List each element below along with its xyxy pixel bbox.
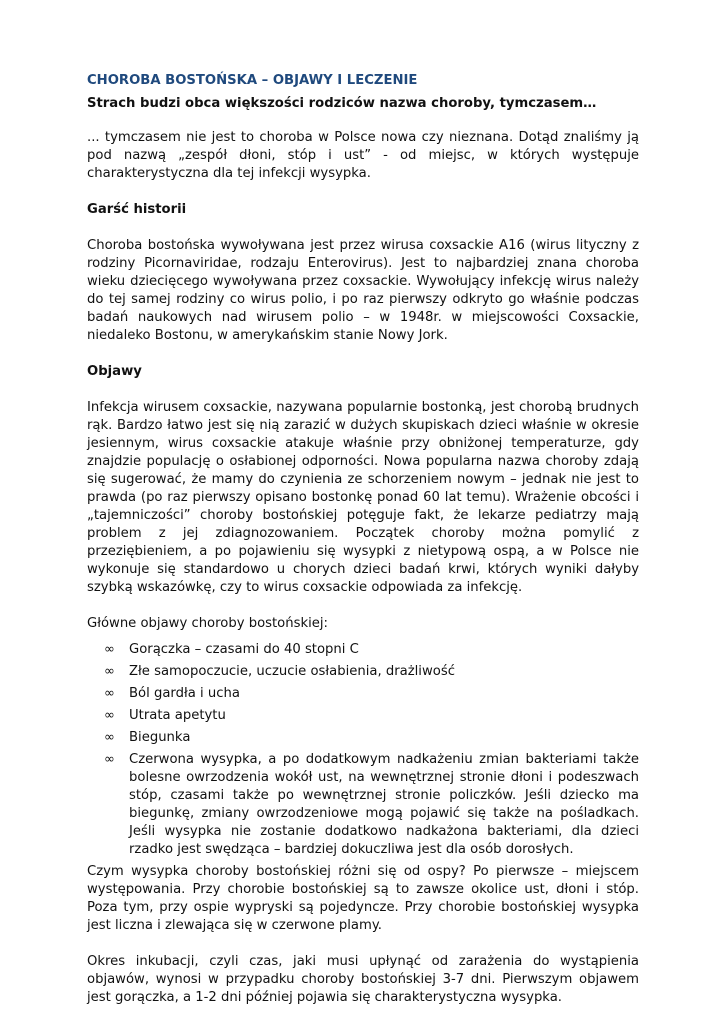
list-item — [87, 685, 639, 703]
list-item — [87, 751, 639, 859]
history-paragraph: Choroba bostońska wywoływana jest przez wirusa coxsackie A16 (wirus lityczny z rodziny Picornaviridae, rodzaju Enterovirus). Jest to najbardziej znana choroba wieku dziecięcego wywoływana przez coxsackie. Wywołujący infekcję wirus należy do tej samej rodziny co wirus polio, i po raz pierwszy odkryto go właśnie podczas badań naukowych nad wirusem polio – w 1948r. w miejscowości Coxsackie, niedaleko Bostonu, w amerykańskim stanie Nowy Jork. — [87, 238, 639, 343]
list-item-text: Biegunka — [129, 730, 191, 745]
infinity-bullet-icon: ∞ — [104, 664, 115, 679]
infinity-bullet-icon: ∞ — [104, 730, 115, 745]
list-item — [87, 663, 639, 681]
symptoms-list — [87, 641, 639, 859]
list-item-text: Złe samopoczucie, uczucie osłabienia, drażliwość — [129, 664, 455, 679]
list-item-text: Czerwona wysypka, a po dodatkowym nadkażeniu zmian bakteriami także bolesne owrzodzenia wokół ust, na wewnętrznej stronie dłoni i podeszwach stóp, czasami także po wewnętrznej stronie policzków. Jeśli dziecko ma biegunkę, zmiany owrzodzeniowe mogą pojawić się także na pośladkach. Jeśli wysypka nie zostanie dodatkowo nadkażona bakteriami, dla dzieci rzadko jest swędząca – bardziej dokuczliwa jest dla osób dorosłych. — [129, 752, 639, 857]
infinity-bullet-icon: ∞ — [104, 708, 115, 723]
list-item-text: Utrata apetytu — [129, 708, 226, 723]
intro-paragraph: ... tymczasem nie jest to choroba w Polsce nowa czy nieznana. Dotąd znaliśmy ją pod nazwą „zespół dłoni, stóp i ust” - od miejsc, w których występuje charakterystyczna dla tej infekcji wysypka. — [87, 130, 639, 181]
document-subtitle: Strach budzi obca większości rodziców nazwa choroby, tymczasem… — [87, 96, 597, 111]
list-item-text: Ból gardła i ucha — [129, 686, 240, 701]
list-item-text: Gorączka – czasami do 40 stopni C — [129, 642, 359, 657]
section-heading-history: Garść historii — [87, 202, 187, 217]
list-item — [87, 641, 639, 659]
symptoms-list-intro: Główne objawy choroby bostońskiej: — [87, 616, 328, 631]
infinity-bullet-icon: ∞ — [104, 686, 115, 701]
infinity-bullet-icon: ∞ — [104, 642, 115, 657]
infinity-bullet-icon: ∞ — [104, 752, 115, 767]
list-item — [87, 707, 639, 725]
incubation-paragraph: Okres inkubacji, czyli czas, jaki musi upłynąć od zarażenia do wystąpienia objawów, wynosi w przypadku choroby bostońskiej 3-7 dni. Pierwszym objawem jest gorączka, a 1-2 dni później pojawia się charakterystyczna wysypka. — [87, 954, 639, 1005]
document-title: CHOROBA BOSTOŃSKA – OBJAWY I LECZENIE — [87, 73, 418, 88]
chickenpox-comparison-paragraph: Czym wysypka choroby bostońskiej różni się od ospy? Po pierwsze – miejscem występowania. Przy chorobie bostońskiej są to zawsze okolice ust, dłoni i stóp. Poza tym, przy ospie wypryski są pojedyncze. Przy chorobie bostońskiej wysypka jest liczna i zlewająca się w czerwone plamy. — [87, 864, 639, 933]
symptoms-paragraph: Infekcja wirusem coxsackie, nazywana popularnie bostonką, jest chorobą brudnych rąk. Bardzo łatwo jest się nią zarazić w dużych skupiskach dzieci właśnie w okresie jesiennym, wirus coxsackie atakuje właśnie przy obniżonej temperaturze, gdy znajdzie populację o osłabionej odporności. Nowa popularna nazwa choroby zdają się sugerować, że mamy do czynienia ze schorzeniem nowym – jednak nie jest to prawda (po raz pierwszy opisano bostonkę ponad 60 lat temu). Wrażenie obcości i „tajemniczości” choroby bostońskiej potęguje fakt, że lekarze pediatrzy mają problem z jej zdiagnozowaniem. Początek choroby można pomylić z przeziębieniem, a po pojawieniu się wysypki z nietypową ospą, a w Polsce nie wykonuje się standardowo u chorych dzieci badań krwi, których wyniki dałyby szybką wskazówkę, czy to wirus coxsackie odpowiada za infekcję. — [87, 400, 639, 595]
section-heading-symptoms: Objawy — [87, 364, 142, 379]
document-page — [87, 72, 639, 1007]
list-item — [87, 729, 639, 747]
